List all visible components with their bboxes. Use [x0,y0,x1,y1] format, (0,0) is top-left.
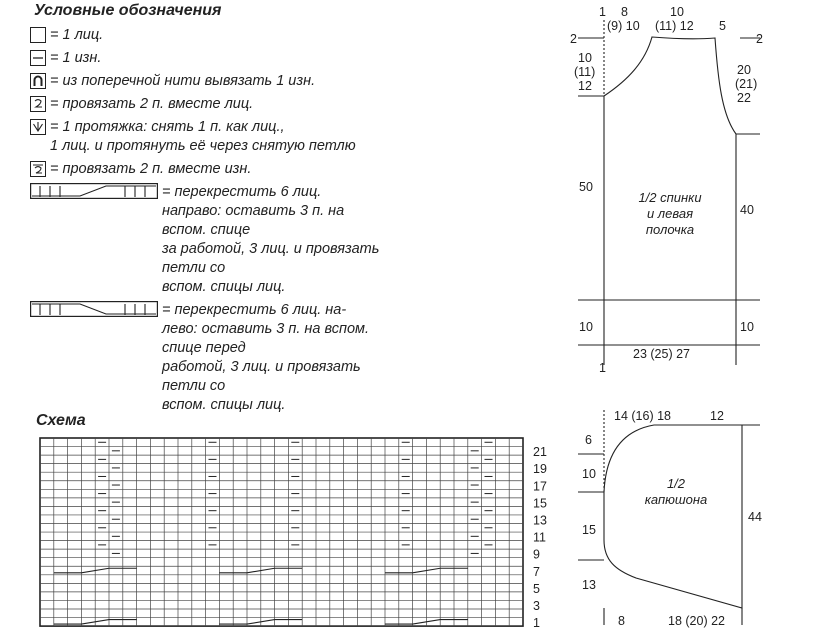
legend-text: = провязать 2 п. вместе изн. [50,161,252,177]
back-label-line3: полочка [645,222,695,237]
legend-text: = 1 лиц. [50,27,104,43]
dim-right-40: 40 [740,203,754,217]
legend-text: = перекрестить 6 лиц. направо: оставить 3 п. на вспом. спице за работой, 3 лиц. и провязать петли со вспом. спицы лиц. [162,184,380,295]
dim-left-10b: 10 [579,320,593,334]
legend-text: = 1 изн. [50,50,102,66]
hood-dim-left-10: 10 [582,467,596,481]
legend-text: = провязать 2 п. вместе лиц. [50,96,254,112]
hood-dim-bottom-8: 8 [618,614,625,628]
dim-top-5: 5 [719,19,726,33]
dim-top-8: 8 [621,5,628,19]
dim-left-10: 10 [578,51,592,65]
dim-top-11-12: (11) 12 [655,19,694,33]
dim-bottom-width: 23 (25) 27 [633,347,690,361]
hood-dim-left-15: 15 [582,523,596,537]
dim-left-50: 50 [579,180,593,194]
chart-row-number: 15 [533,496,547,511]
dim-left-12: 12 [578,79,592,93]
hood-label-line1: 1/2 [666,476,686,491]
dim-top-9-10: (9) 10 [607,19,640,33]
chart-row-number: 17 [533,479,547,494]
chart-row-number: 13 [533,513,547,528]
back-label-line2: и левая [646,206,694,221]
dim-right-21: (21) [735,77,758,91]
hood-dim-bottom-right: 18 (20) 22 [668,614,725,628]
hood-dim-top-right: 12 [710,409,724,423]
legend-text: = из поперечной нити вывязать 1 изн. [50,73,316,89]
chart-row-number: 21 [533,445,547,460]
legend-text: = 1 протяжка: снять 1 п. как лиц., 1 лиц. и протянуть её через снятую петлю [50,119,356,154]
chart-row-number: 1 [533,616,540,631]
hood-dim-right-44: 44 [748,510,762,524]
dim-right-2: 2 [756,32,763,46]
dim-left-11: (11) [574,65,596,79]
legend-text: = перекрестить 6 лиц. на- лево: оставить 3 п. на вспом. спице перед работой, 3 лиц. и провязать петли со вспом. спицы лиц. [162,302,369,413]
back-label-line1: 1/2 спинки [638,190,702,205]
legend-title: Условные обозначения [34,2,222,19]
chart-row-number: 19 [533,462,547,477]
hood-dim-left-13: 13 [582,578,596,592]
dim-bottom-1: 1 [599,361,606,375]
dim-top-1: 1 [599,5,606,19]
dim-top-10: 10 [670,5,684,19]
dim-right-22: 22 [737,91,751,105]
chart-row-number: 3 [533,599,540,613]
hood-label-line2: капюшона [644,492,708,507]
hood-dim-left-6: 6 [585,433,592,447]
schema-title: Схема [36,412,86,429]
chart-row-number: 11 [533,530,546,545]
chart-row-number: 5 [533,581,540,596]
hood-dim-top-left: 14 (16) 18 [614,409,671,423]
chart-row-number: 7 [533,564,540,579]
chart-row-number: 9 [533,547,540,562]
dim-right-10: 10 [740,320,754,334]
dim-left-2: 2 [570,32,577,46]
dim-right-20: 20 [737,63,751,77]
